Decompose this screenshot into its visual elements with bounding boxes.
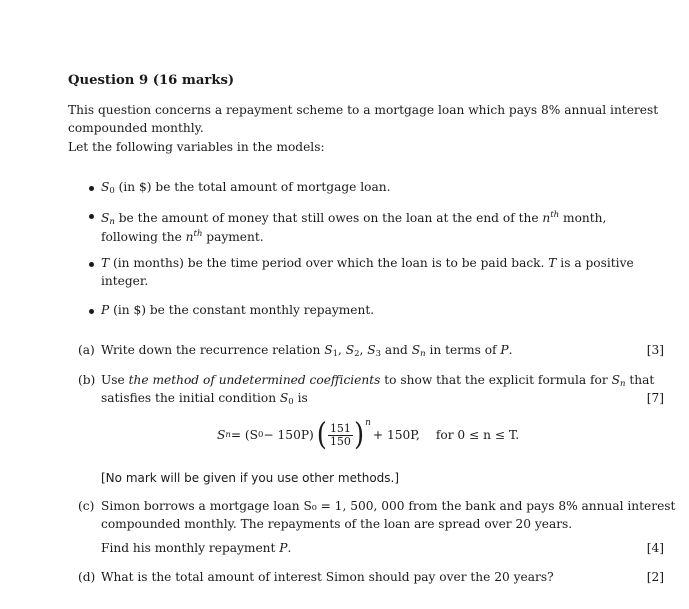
- bullet-icon: [89, 214, 94, 219]
- question-title: Question 9 (16 marks): [68, 73, 235, 88]
- part-c-line-3: Find his monthly repayment P.: [101, 541, 292, 555]
- intro-line-2: compounded monthly.: [68, 121, 204, 135]
- part-b-marks: [7]: [646, 391, 664, 405]
- variable-sn-line-2: following the $n^{th}$ payment.: [101, 229, 264, 244]
- part-b-line-2: satisfies the initial condition $S_0$ is: [101, 391, 308, 407]
- intro-line-1: This question concerns a repayment scheme to a mortgage loan which pays 8% annual interest: [68, 103, 659, 117]
- part-a-label: (a): [78, 343, 95, 357]
- part-c-line-1: Simon borrows a mortgage loan S₀ = 1, 500, 000 from the bank and pays 8% annual interest: [101, 499, 676, 513]
- variable-s0: $S_0$ (in $) be the total amount of mortgage loan.: [101, 180, 391, 196]
- bullet-icon: [89, 262, 94, 267]
- part-a-text: Write down the recurrence relation $S_1$, $S_2$, $S_3$ and $S_n$ in terms of P.: [101, 343, 513, 359]
- part-d-label: (d): [78, 570, 96, 584]
- fraction: $\frac{151}{150}$: [329, 421, 351, 448]
- part-d-marks: [2]: [646, 570, 664, 584]
- bullet-icon: [89, 309, 94, 314]
- part-c-line-2: compounded monthly. The repayments of the loan are spread over 20 years.: [101, 517, 573, 531]
- variable-t-line-1: T (in months) be the time period over which the loan is to be paid back. T is a positive: [101, 256, 634, 270]
- method-note: [No mark will be given if you use other methods.]: [101, 471, 400, 485]
- intro-line-3: Let the following variables in the models:: [68, 140, 325, 154]
- bullet-icon: [89, 186, 94, 191]
- part-b-label: (b): [78, 373, 96, 387]
- variable-p: P (in $) be the constant monthly repayment.: [101, 303, 375, 317]
- explicit-formula: S n = (S 0 − 150P) ( $\frac{151}{150}$ ) n + 150P, for 0 ≤ n ≤ T.: [217, 417, 520, 453]
- variable-sn-line-1: $S_n$ be the amount of money that still owes on the loan at the end of the $n^{th}$ month,: [101, 210, 607, 227]
- part-c-label: (c): [78, 499, 95, 513]
- part-c-marks: [4]: [646, 541, 664, 555]
- part-d-text: What is the total amount of interest Simon should pay over the 20 years?: [101, 570, 554, 584]
- part-a-marks: [3]: [646, 343, 664, 357]
- part-b-line-1: Use the method of undetermined coefficients to show that the explicit formula for $S_n$ that: [101, 373, 655, 389]
- variable-t-line-2: integer.: [101, 274, 149, 288]
